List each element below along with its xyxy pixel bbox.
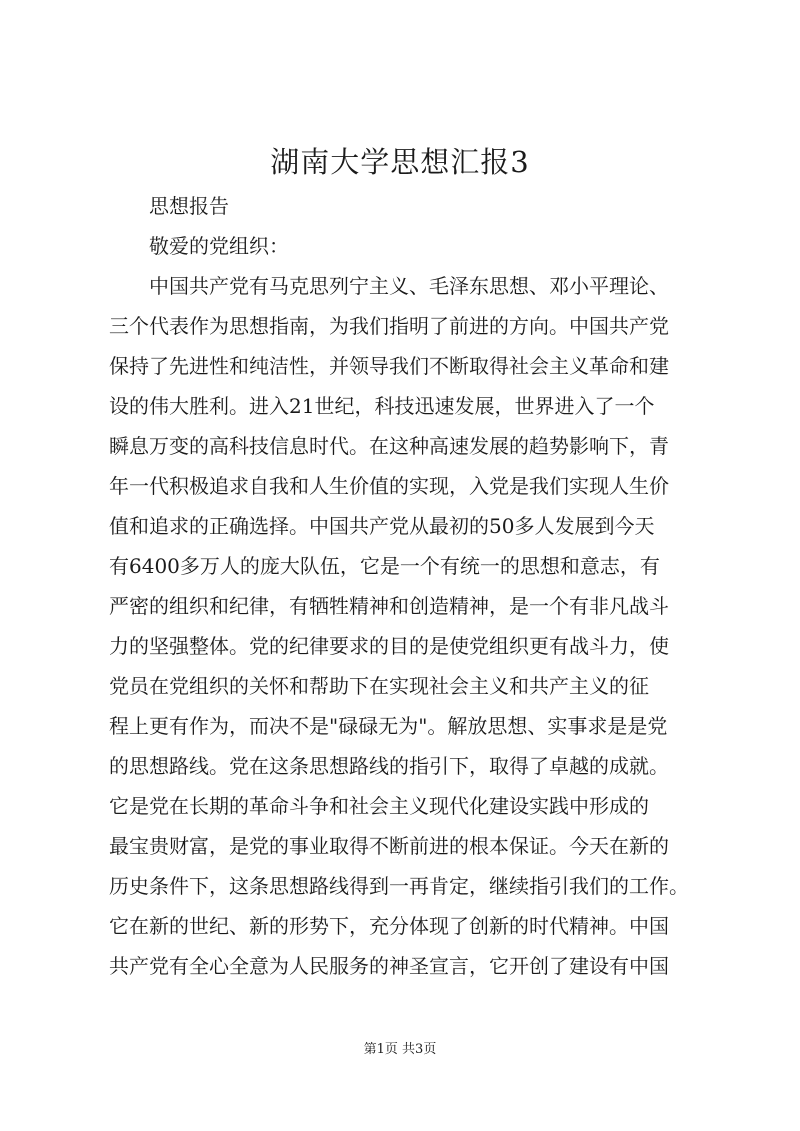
body-line: 党员在党组织的关怀和帮助下在实现社会主义和共产主义的征 (109, 674, 649, 698)
body-line: 有6400多万人的庞大队伍，它是一个有统一的思想和意志，有 (109, 554, 660, 578)
salutation: 敬爱的党组织： (149, 234, 289, 258)
body-line: 它是党在长期的革命斗争和社会主义现代化建设实践中形成的 (109, 794, 649, 818)
body-line: 保持了先进性和纯洁性，并领导我们不断取得社会主义革命和建 (109, 354, 669, 378)
body-line: 设的伟大胜利。进入21世纪，科技迅速发展，世界进入了一个 (109, 394, 655, 418)
body-line: 历史条件下，这条思想路线得到一再肯定，继续指引我们的工作。 (109, 874, 689, 898)
body-line: 力的坚强整体。党的纪律要求的目的是使党组织更有战斗力，使 (109, 634, 669, 658)
body-line: 中国共产党有马克思列宁主义、毛泽东思想、邓小平理论、 (149, 274, 669, 298)
document-title: 湖南大学思想汇报3 (270, 145, 530, 179)
body-line: 值和追求的正确选择。中国共产党从最初的50多人发展到今天 (109, 514, 655, 538)
body-line: 年一代积极追求自我和人生价值的实现，入党是我们实现人生价 (109, 474, 669, 498)
page-footer: 第1页 共3页 (363, 1042, 437, 1057)
body-line: 最宝贵财富，是党的事业取得不断前进的根本保证。今天在新的 (109, 834, 669, 858)
body-line: 共产党有全心全意为人民服务的神圣宣言，它开创了建设有中国 (109, 954, 669, 978)
body-line: 程上更有作为，而决不是"碌碌无为"。解放思想、实事求是是党 (109, 714, 668, 738)
body-line: 它在新的世纪、新的形势下，充分体现了创新的时代精神。中国 (109, 914, 669, 938)
body-line: 严密的组织和纪律，有牺牲精神和创造精神，是一个有非凡战斗 (109, 594, 669, 618)
body-line: 的思想路线。党在这条思想路线的指引下，取得了卓越的成就。 (109, 754, 669, 778)
body-line: 三个代表作为思想指南，为我们指明了前进的方向。中国共产党 (109, 314, 669, 338)
body-line: 瞬息万变的高科技信息时代。在这种高速发展的趋势影响下，青 (109, 434, 669, 458)
section-heading: 思想报告 (149, 194, 229, 218)
